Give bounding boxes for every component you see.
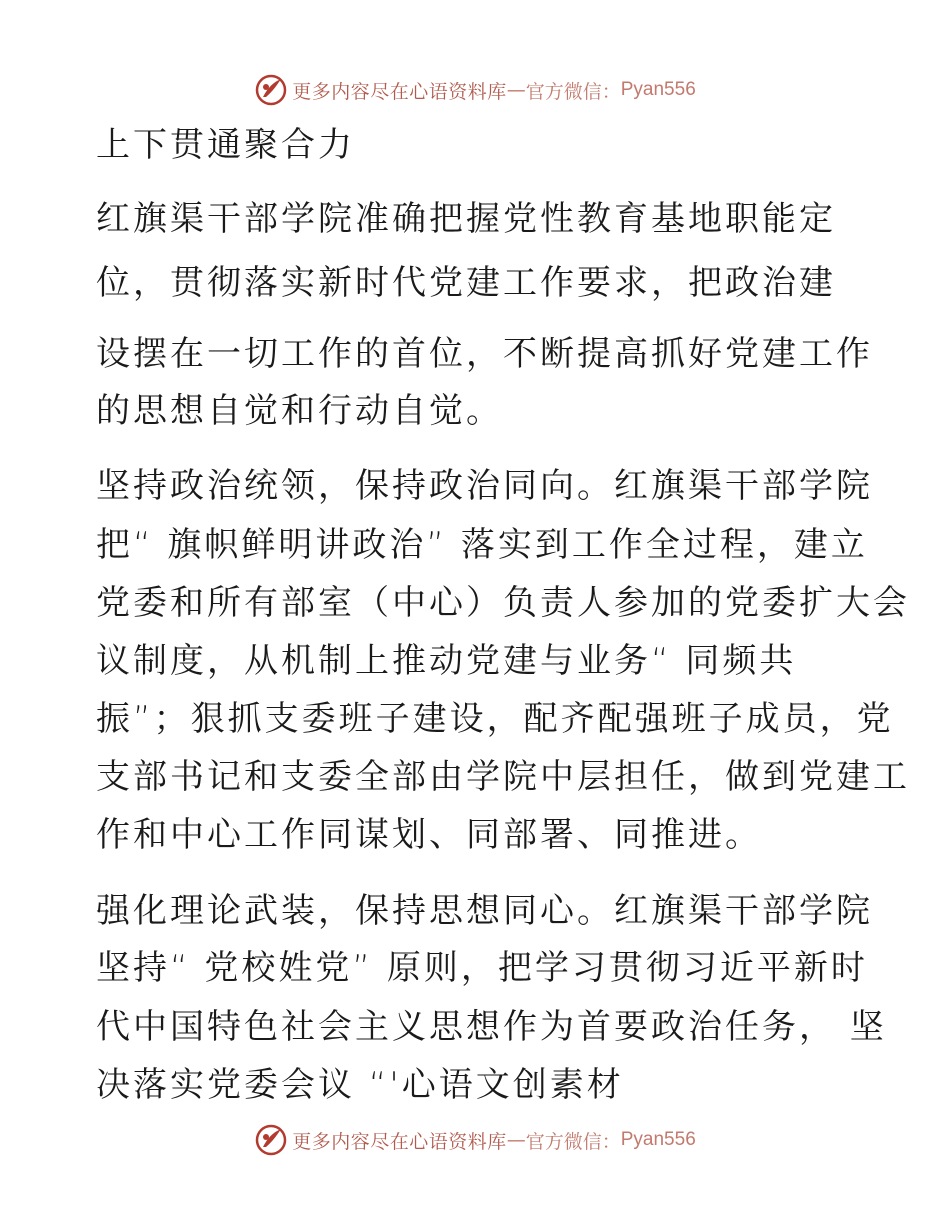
body-line: 红旗渠干部学院准确把握党性教育基地职能定 [96,199,836,239]
body-line: 作和中心工作同谋划、同部署、同推进。 [96,815,762,855]
body-line: 把“ 旗帜鲜明讲政治” 落实到工作全过程，建立 [96,525,868,565]
body-line: 上下贯通聚合力 [96,125,355,165]
banner-separator: — [506,1129,526,1151]
quill-logo-icon [254,73,288,107]
banner-wechat-id: Pyan556 [620,1129,696,1150]
quill-logo-icon [254,1123,288,1157]
body-line: 位，贯彻落实新时代党建工作要求，把政治建 [96,263,836,303]
body-line: 振”；狠抓支委班子建设，配齐配强班子成员，党 [96,699,894,739]
body-line: 设摆在一切工作的首位，不断提高抓好党建工作 [96,334,873,374]
body-line: 坚持政治统领，保持政治同向。红旗渠干部学院 [96,466,873,506]
banner-text: 更多内容尽在心语资料库 [292,80,507,103]
banner-text: 更多内容尽在心语资料库 [292,1130,507,1153]
banner-wechat-id: Pyan556 [620,79,696,100]
body-line: 议制度，从机制上推动党建与业务“ 同频共 [96,641,797,681]
body-line: 坚持“ 党校姓党” 原则，把学习贯彻习近平新时 [96,948,868,988]
body-line: 决落实党委会议 “'心语文创素材 [96,1065,624,1105]
body-line: 代中国特色社会主义思想作为首要政治任务， 坚 [96,1007,887,1047]
banner-wechat-label: 官方微信： [525,80,621,103]
header-watermark [0,70,950,110]
footer-watermark [0,1120,950,1160]
body-line: 支部书记和支委全部由学院中层担任，做到党建工 [96,757,910,797]
banner-wechat-label: 官方微信： [525,1130,621,1153]
body-line: 的思想自觉和行动自觉。 [96,391,503,431]
body-line: 强化理论武装，保持思想同心。红旗渠干部学院 [96,891,873,931]
body-line: 党委和所有部室（中心）负责人参加的党委扩大会 [96,583,910,623]
banner-separator: — [506,79,526,101]
